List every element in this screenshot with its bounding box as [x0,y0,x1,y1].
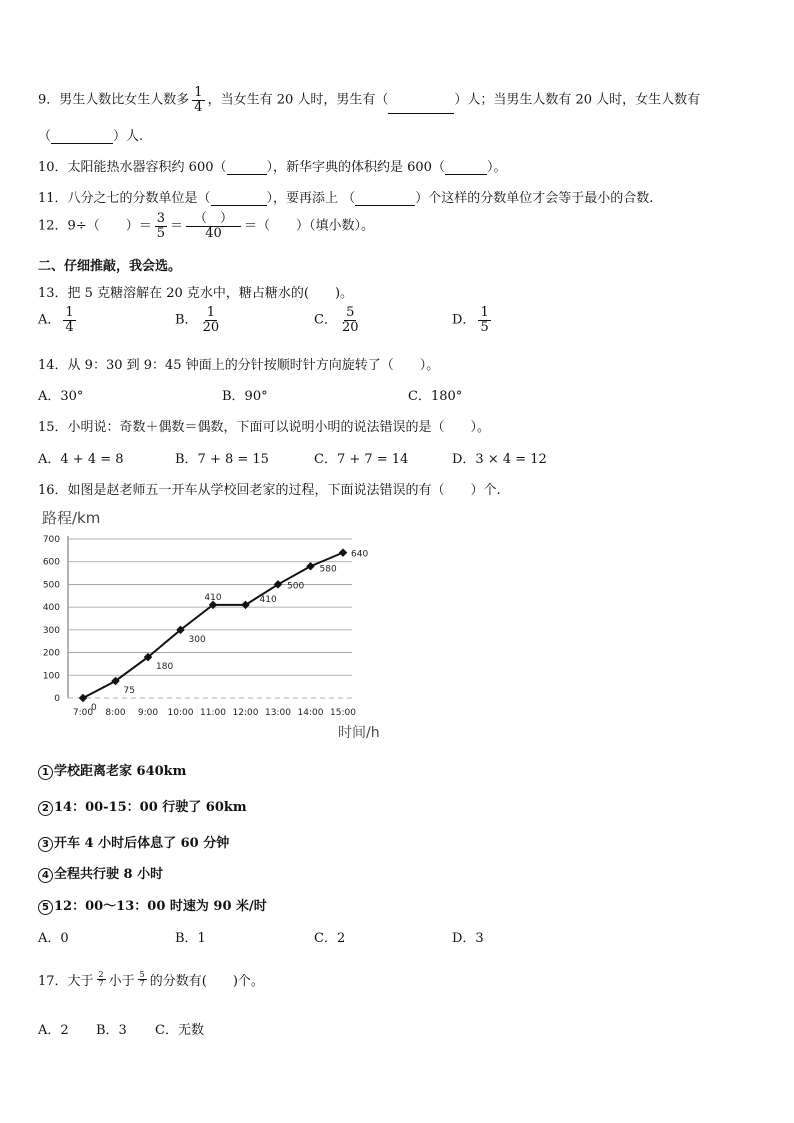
answer-blank[interactable] [51,131,113,144]
answer-blank[interactable] [388,101,454,114]
data-label: 0 [91,703,97,713]
fraction: $\frac{1}{4}$ [65,305,74,335]
circled-number: 4 [38,868,53,883]
data-label: 300 [188,634,206,645]
chart-data-labels [91,550,368,713]
option-b[interactable]: B．7 + 8 = 15 [175,452,269,467]
x-tick-label: 10:00 [167,708,194,718]
fraction: $\frac{( )}{40}$ [186,212,241,240]
fraction: $\frac{1}{5}$ [480,305,489,335]
option-a[interactable]: A．0 [38,931,69,946]
statement-2: 2 14：00-15：00 行驶了 60km [38,796,247,816]
option-b[interactable]: B．90° [222,389,268,404]
option-d[interactable]: D．3 × 4 = 12 [452,452,547,467]
x-tick-label: 14:00 [297,708,324,718]
option-a[interactable]: A．30° [38,389,84,404]
option-a[interactable]: A． $\frac{1}{4}$ [38,305,74,335]
series-line [83,553,343,698]
statement-3: 3 开车 4 小时后体息了 60 分钟 [38,832,229,852]
circled-number: 5 [38,900,53,915]
y-tick-label: 100 [42,671,60,682]
data-label: 640 [351,549,369,560]
x-axis-label: 时间/h [338,725,380,741]
question-17: 17．大于 $\frac{2}{7}$ 小于 $\frac{5}{7}$ 的分数有( )个。 [38,969,264,989]
fraction: $\frac{1}{4}$ [194,85,203,115]
y-tick-label: 200 [42,648,60,659]
option-c[interactable]: C．7 + 7 = 14 [314,452,409,467]
y-tick-label: 500 [42,580,60,591]
x-tick-label: 8:00 [105,708,126,718]
statement-4: 4 全程共行驶 8 小时 [38,863,163,883]
question-9-line-2: （ ）人. [38,129,144,144]
circled-number: 2 [38,801,53,816]
circled-number: 1 [38,765,53,780]
y-tick-label: 700 [42,535,60,545]
option-c[interactable]: C．2 [314,931,346,946]
fraction: $\frac{5}{20}$ [341,305,359,335]
question-9-line-1: 9．男生人数比女生人数多 $\frac{1}{4}$ ，当女生有 20 人时，男生有（ ）人；当男生人数有 20 人时，女生人数有 [38,85,701,115]
data-label: 75 [123,685,135,696]
circled-number: 3 [38,837,53,852]
fraction: $\frac{1}{20}$ [202,305,220,335]
question-14-stem: 14．从 9：30 到 9：45 钟面上的分针按顺时针方向旋转了（ ）。 [38,358,440,373]
option-c[interactable]: C． $\frac{5}{20}$ [314,305,359,335]
y-tick-label: 400 [42,603,60,614]
fraction: $\frac{3}{5}$ [156,211,165,241]
option-d[interactable]: D．3 [452,931,484,946]
answer-blank[interactable] [211,193,267,206]
option-a[interactable]: A．4 + 4 = 8 [38,452,124,467]
x-tick-label: 12:00 [232,708,259,718]
x-tick-label: 7:00 [72,708,94,718]
y-tick-label: 300 [42,625,60,636]
option-b[interactable]: B．3 [96,1023,127,1038]
answer-blank[interactable] [227,162,267,175]
option-b[interactable]: B．1 [175,931,206,946]
data-label: 410 [204,592,222,603]
fraction: $\frac{5}{7}$ [139,969,145,988]
distance-time-chart [30,505,410,743]
data-label: 180 [156,662,174,673]
y-tick-label: 600 [42,557,60,568]
x-tick-label: 15:00 [330,708,356,718]
option-a[interactable]: A．2 [38,1023,69,1038]
section-heading: 二、仔细推敲，我会选。 [38,259,182,274]
chart-grid [68,539,352,698]
question-13-stem: 13．把 5 克糖溶解在 20 克水中，糖占糖水的( )。 [38,286,354,301]
question-16-stem: 16．如图是赵老师五一开车从学校回老家的过程，下面说法错误的有（ ）个. [38,483,501,498]
question-11: 11．八分之七的分数单位是（ ），要再添上 （ ）个这样的分数单位才会等于最小的合数. [38,191,654,206]
option-d[interactable]: D． $\frac{1}{5}$ [452,305,489,335]
data-point [79,694,87,702]
x-tick-label: 13:00 [265,708,291,718]
answer-blank[interactable] [355,193,415,206]
question-10: 10．太阳能热水器容积约 600（ ），新华字典的体积约是 600（ ）。 [38,160,507,175]
x-tick-label: 11:00 [200,708,226,718]
option-c[interactable]: C．180° [408,389,463,404]
data-point [306,562,314,570]
y-tick-label: 0 [54,694,60,704]
chart-ticks [43,535,356,718]
data-label: 410 [259,594,277,605]
data-point [339,548,347,556]
fraction: $\frac{2}{7}$ [98,969,104,988]
question-12: 12．9÷（ ）＝ $\frac{3}{5}$ ＝ $\frac{( )}{40}$ ＝（ ）（填小数）。 [38,211,375,241]
x-tick-label: 9:00 [137,708,159,718]
data-label: 580 [319,564,337,575]
answer-blank[interactable] [445,162,487,175]
statement-5: 5 12：00～13：00 时速为 90 米/时 [38,895,267,915]
data-label: 500 [287,581,305,592]
option-c[interactable]: C．无数 [155,1023,204,1038]
question-15-stem: 15．小明说：奇数＋偶数＝偶数，下面可以说明小明的说法错误的是（ ）。 [38,420,491,435]
y-axis-label: 路程/km [42,509,101,527]
statement-1: 1 学校距离老家 640km [38,760,186,780]
option-b[interactable]: B． $\frac{1}{20}$ [175,305,220,335]
